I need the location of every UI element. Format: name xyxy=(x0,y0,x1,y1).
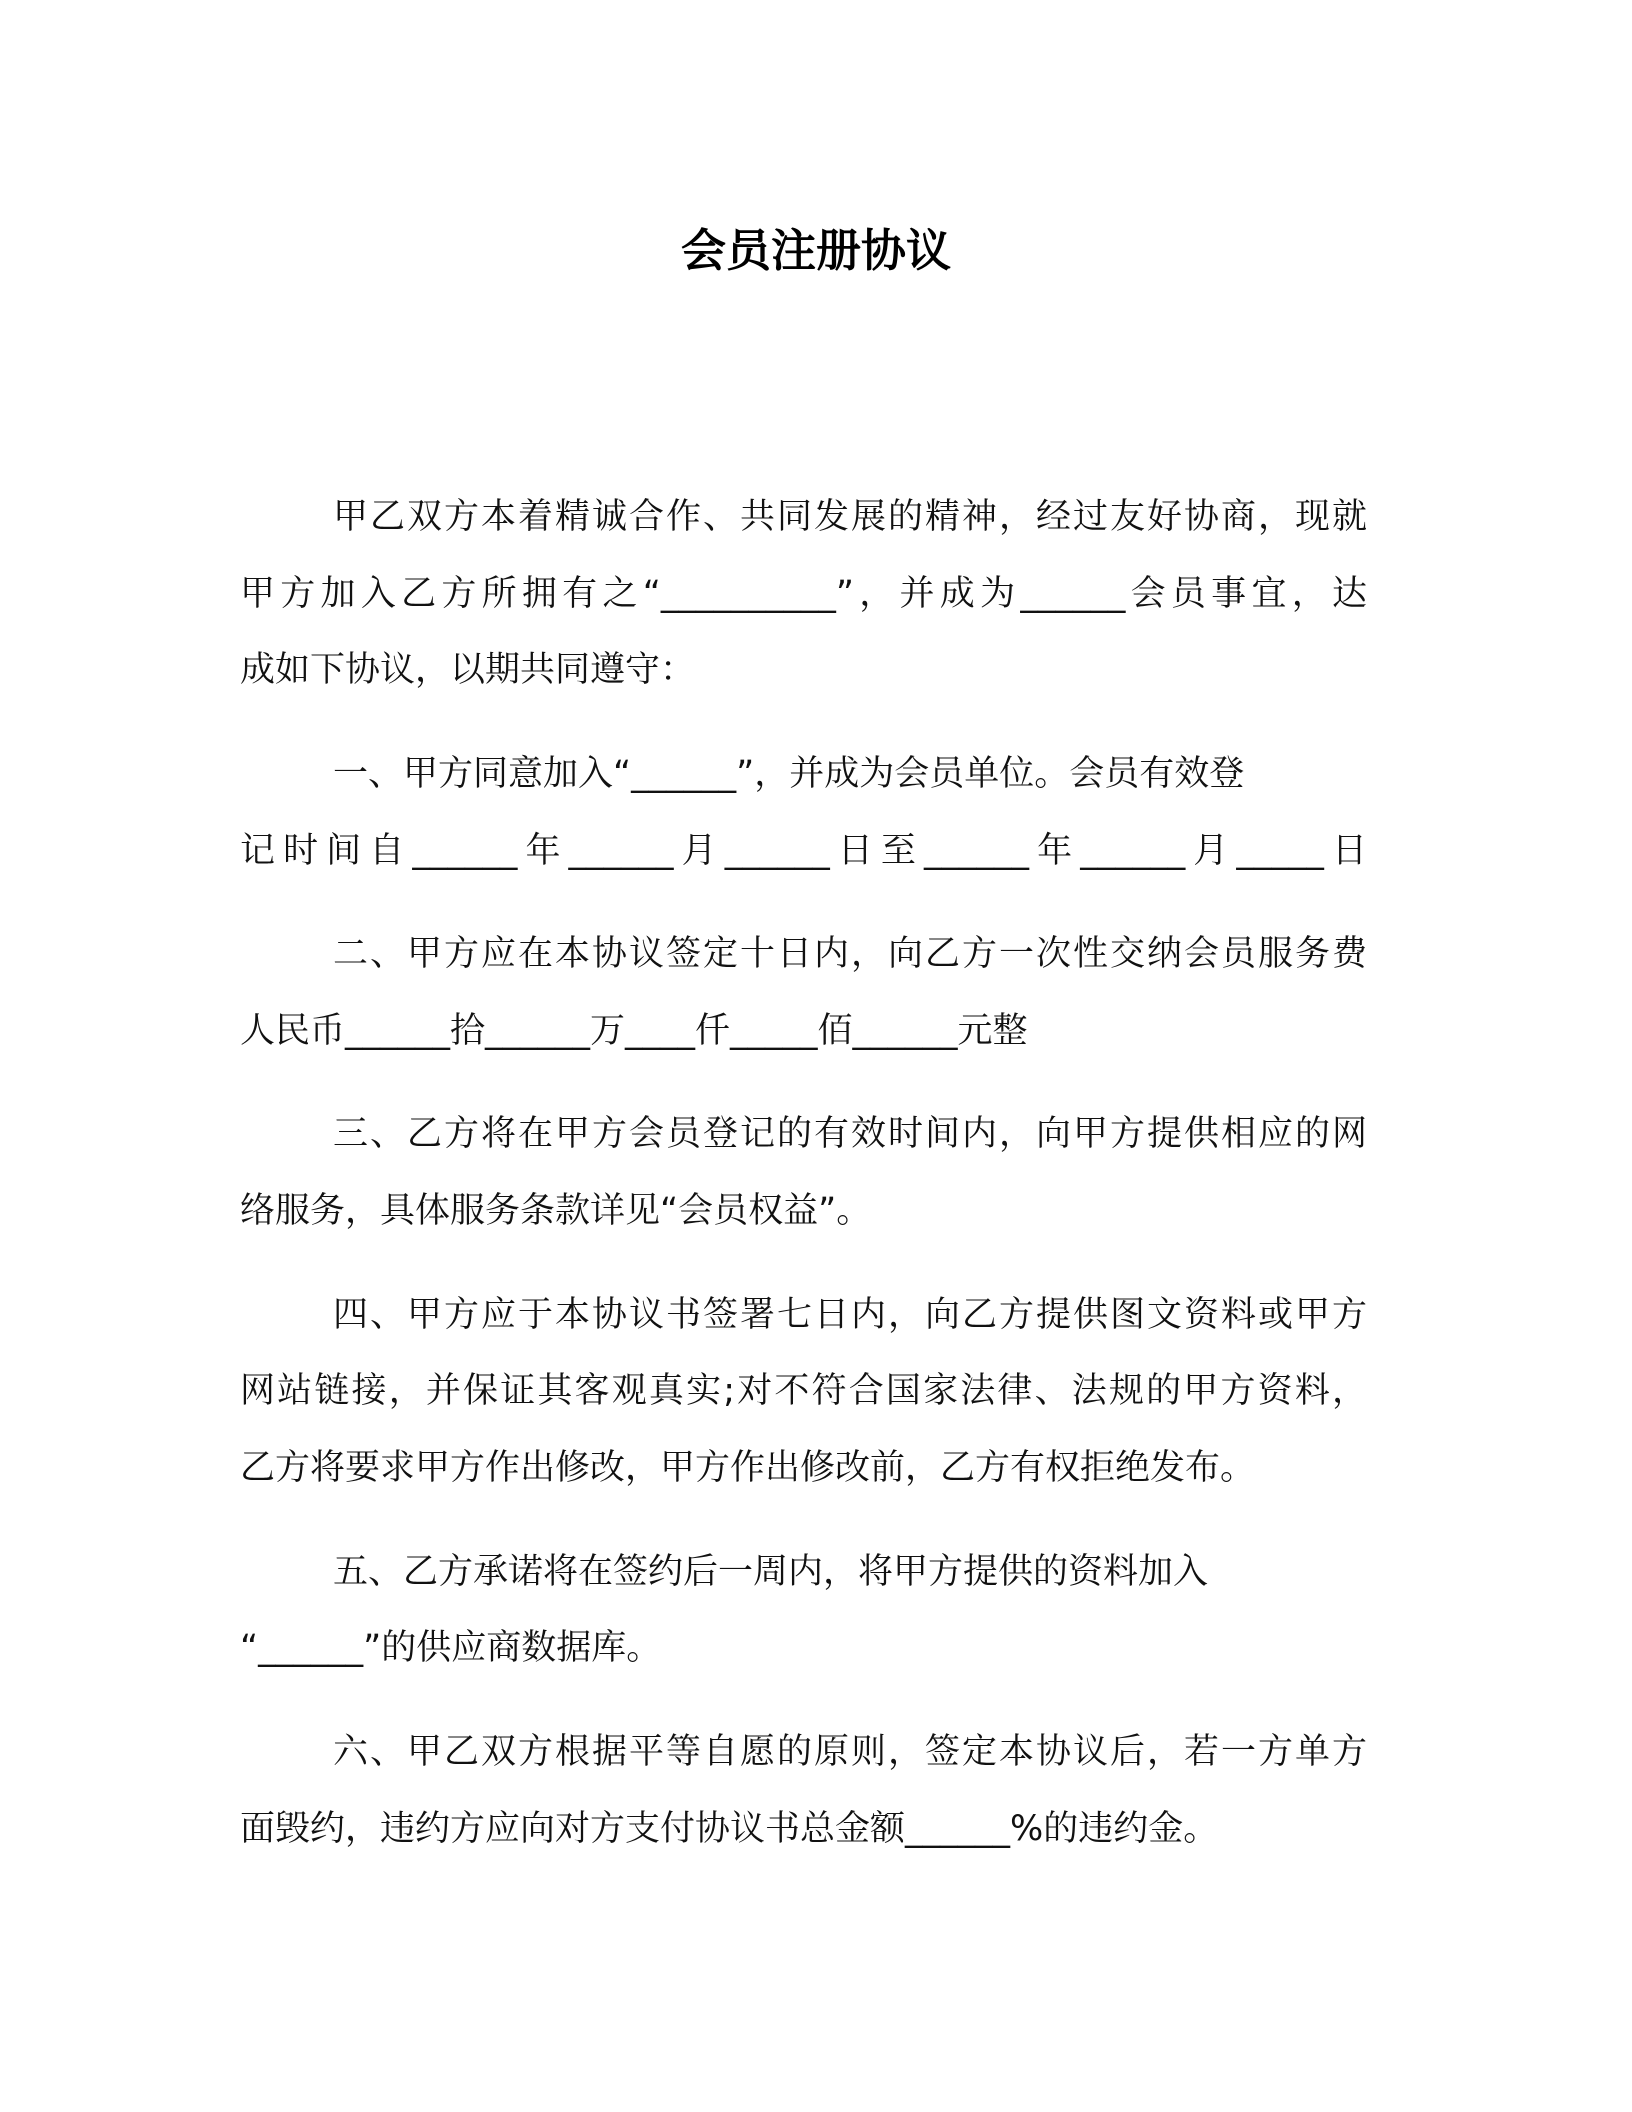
paragraph-line: 面毁约，违约方应向对方支付协议书总金额______%的违约金。 xyxy=(240,1808,1219,1849)
clause-5-supplier-database xyxy=(240,1534,1367,1687)
paragraph-line: 人民币______拾______万____仟_____佰______元整 xyxy=(240,1010,1028,1051)
paragraph-line: 甲乙双方本着精诚合作、共同发展的精神，经过友好协商，现就 xyxy=(333,497,1367,537)
paragraph-line: “______”的供应商数据库。 xyxy=(240,1628,662,1669)
paragraph-line: 成如下协议，以期共同遵守： xyxy=(240,650,696,691)
clause-4-materials xyxy=(240,1277,1367,1507)
paragraph-line: 六、甲乙双方根据平等自愿的原则，签定本协议后，若一方单方 xyxy=(333,1731,1367,1772)
document-title: 会员注册协议 xyxy=(680,224,951,277)
paragraph-line: 网站链接，并保证其客观真实;对不符合国家法律、法规的甲方资料， xyxy=(240,1371,1367,1412)
clause-3-network-service xyxy=(240,1096,1367,1249)
paragraph-line: 五、乙方承诺将在签约后一周内，将甲方提供的资料加入 xyxy=(333,1551,1209,1592)
paragraph-line: 记时间自______年______月______日至______年______月_____日 xyxy=(240,830,1367,871)
clause-2-service-fee xyxy=(240,916,1367,1069)
clause-1-membership-term xyxy=(240,736,1367,889)
paragraph-line: 三、乙方将在甲方会员登记的有效时间内，向甲方提供相应的网 xyxy=(333,1114,1367,1155)
intro-paragraph xyxy=(240,479,1367,709)
paragraph-line: 一、甲方同意加入“______”，并成为会员单位。会员有效登 xyxy=(333,753,1245,794)
paragraph-line: 乙方将要求甲方作出修改，甲方作出修改前，乙方有权拒绝发布。 xyxy=(240,1448,1256,1489)
document-body xyxy=(240,479,1367,1894)
paragraph-line: 络服务，具体服务条款详见“会员权益”。 xyxy=(240,1191,872,1232)
paragraph-line: 四、甲方应于本协议书签署七日内，向乙方提供图文资料或甲方 xyxy=(333,1294,1367,1335)
clause-6-breach-penalty xyxy=(240,1714,1367,1867)
paragraph-line: 甲方加入乙方所拥有之“__________”，并成为______会员事宜，达 xyxy=(240,573,1367,614)
paragraph-line: 二、甲方应在本协议签定十日内，向乙方一次性交纳会员服务费 xyxy=(333,934,1367,975)
